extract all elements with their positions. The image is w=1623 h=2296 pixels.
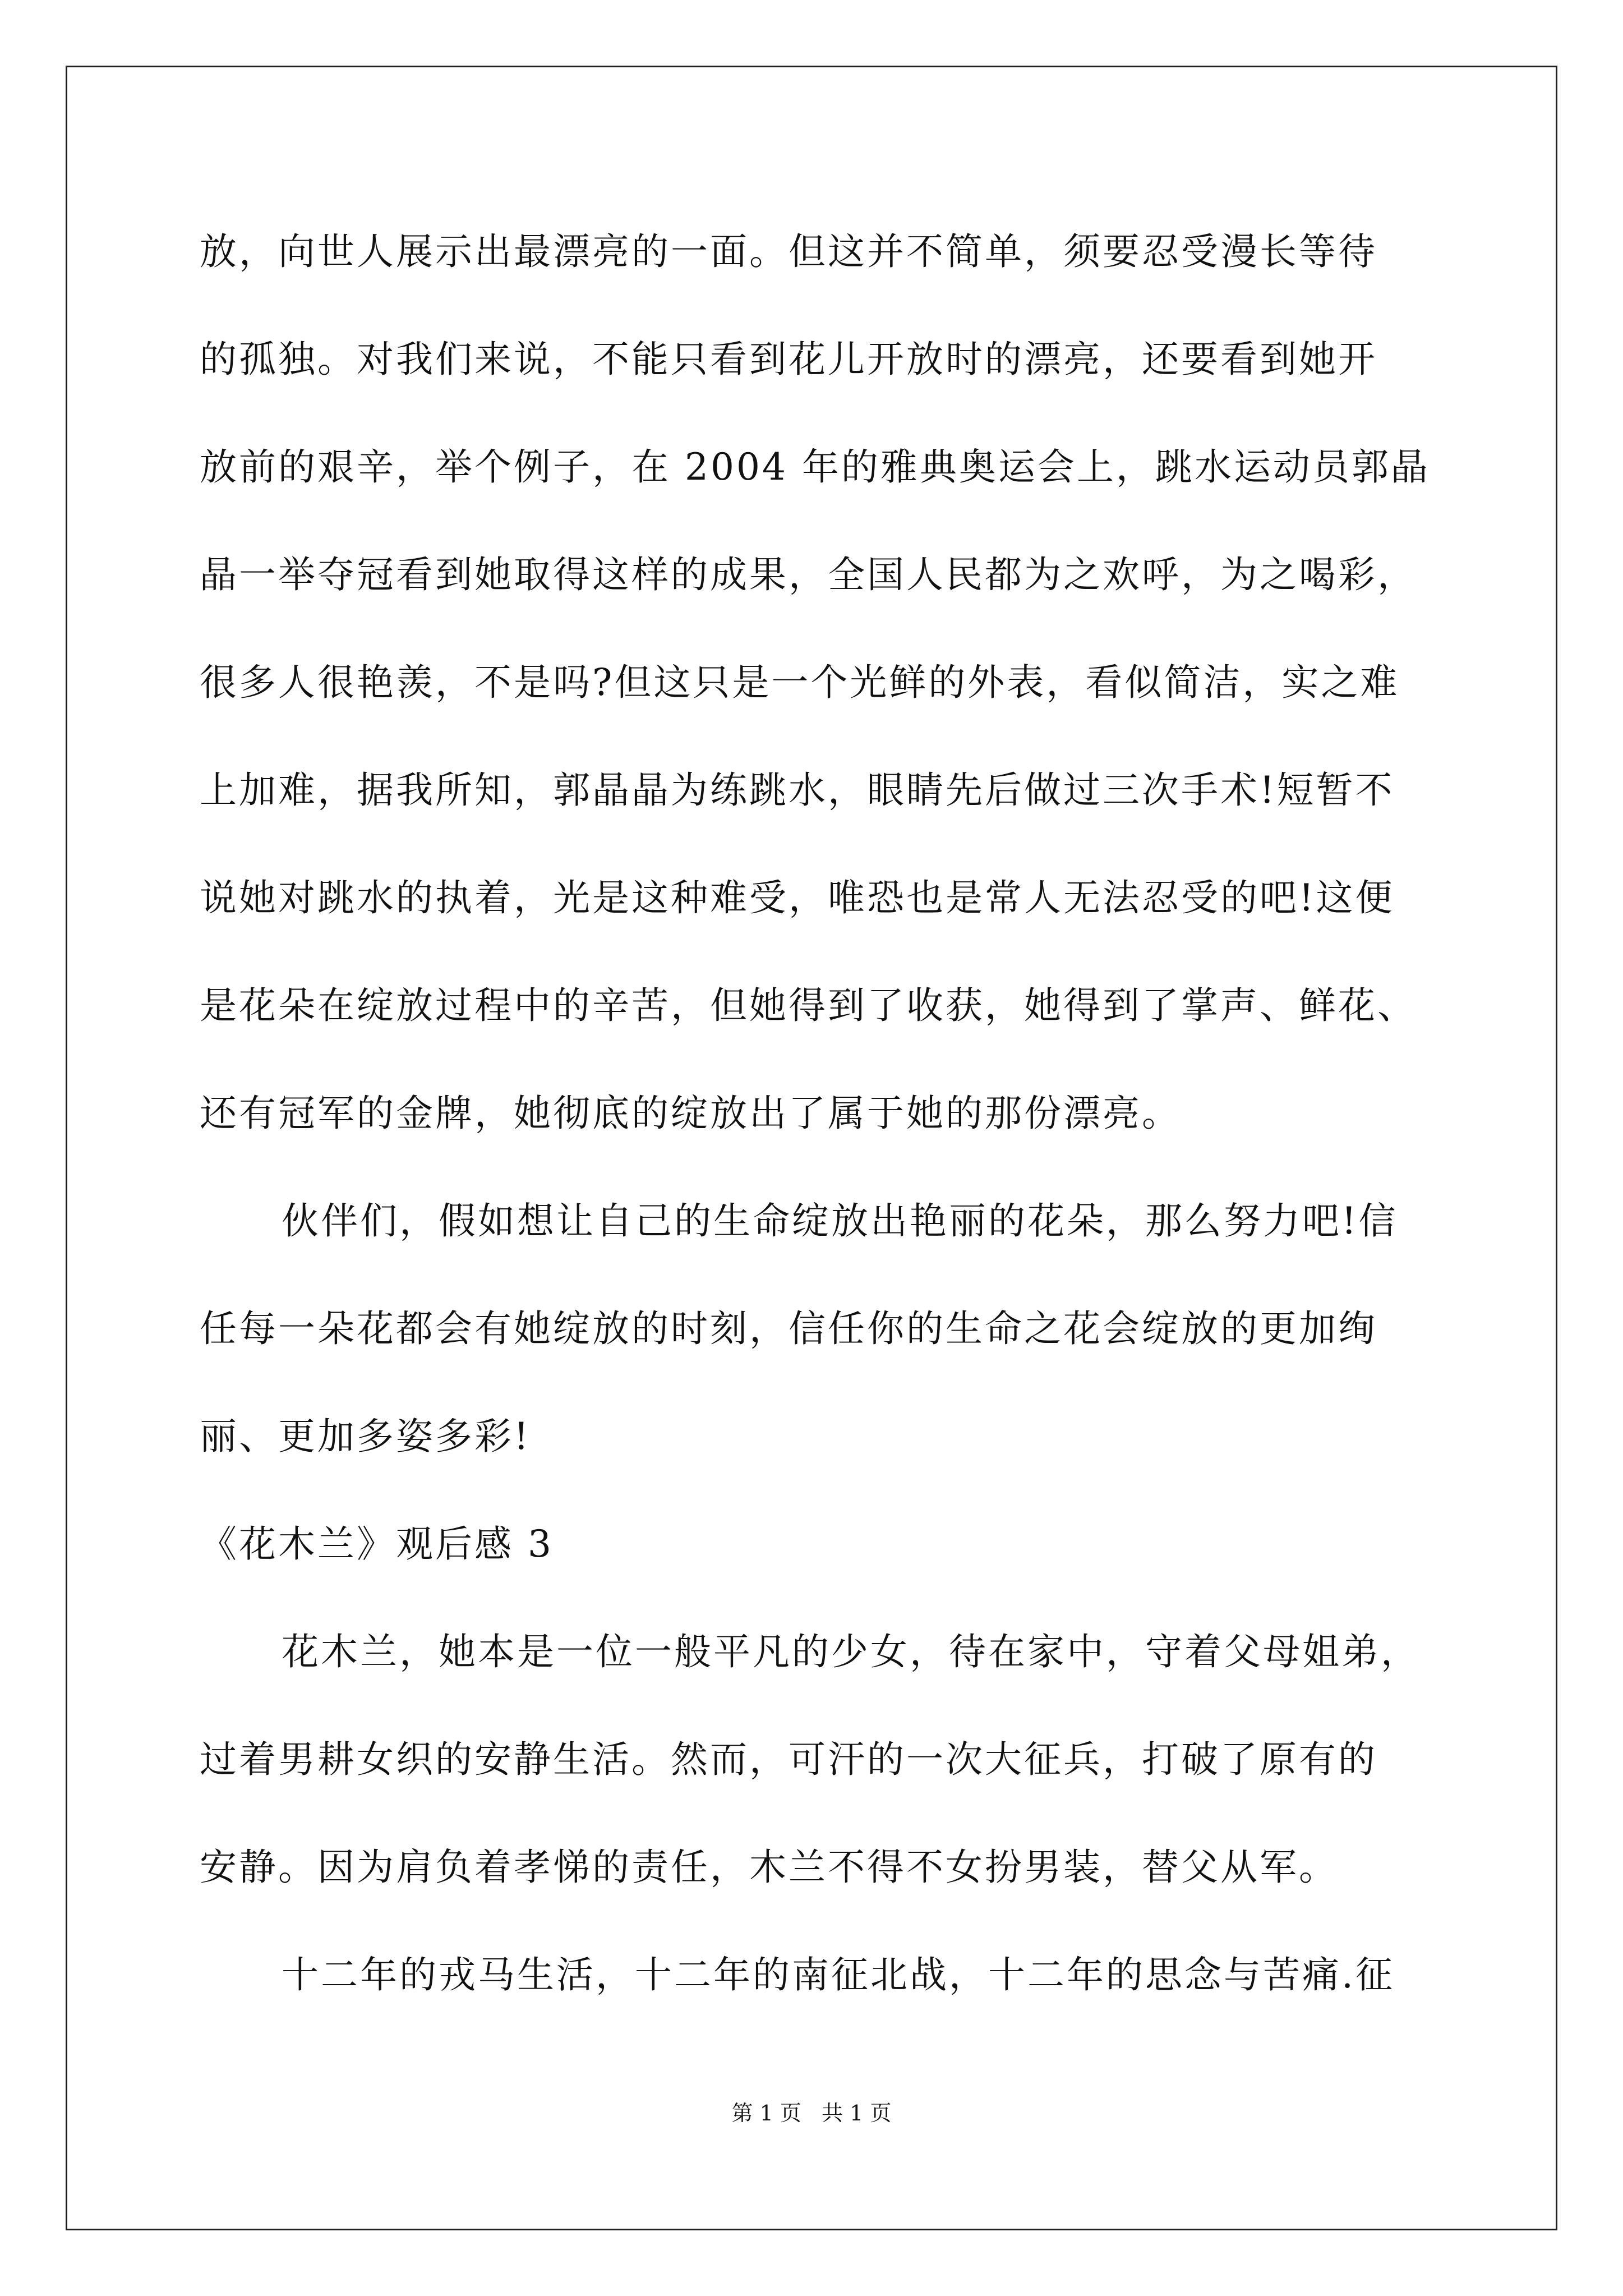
text-line: 过着男耕女织的安静生活。然而，可汗的一次大征兵，打破了原有的 [200, 1738, 1377, 1781]
text-line: 任每一朵花都会有她绽放的时刻，信任你的生命之花会绽放的更加绚 [200, 1307, 1377, 1350]
text-line: 的孤独。对我们来说，不能只看到花儿开放时的漂亮，还要看到她开 [200, 338, 1377, 381]
text-line: 丽、更加多姿多彩! [200, 1415, 531, 1458]
text-line: 花木兰，她本是一位一般平凡的少女，待在家中，守着父母姐弟， [282, 1630, 1420, 1673]
page-footer: 第 1 页 共 1 页 [731, 2101, 892, 2125]
text-line: 上加难，据我所知，郭晶晶为练跳水，眼睛先后做过三次手术!短暂不 [200, 769, 1395, 812]
text-line: 说她对跳水的执着，光是这种难受，唯恐也是常人无法忍受的吧!这便 [200, 876, 1395, 919]
text-line: 还有冠军的金牌，她彻底的绽放出了属于她的那份漂亮。 [200, 1092, 1181, 1135]
section-heading: 《花木兰》观后感 3 [200, 1522, 554, 1566]
text-line: 放，向世人展示出最漂亮的一面。但这并不简单，须要忍受漫长等待 [200, 230, 1377, 273]
text-line: 放前的艰辛，举个例子，在 2004 年的雅典奥运会上，跳水运动员郭晶 [200, 445, 1430, 489]
text-line: 伙伴们，假如想让自己的生命绽放出艳丽的花朵，那么努力吧!信 [282, 1199, 1398, 1243]
text-line: 十二年的戎马生活，十二年的南征北战，十二年的思念与苦痛.征 [282, 1953, 1395, 1996]
page-border [66, 66, 1557, 2230]
text-line: 晶一举夺冠看到她取得这样的成果，全国人民都为之欢呼，为之喝彩， [200, 553, 1417, 596]
text-line: 是花朵在绽放过程中的辛苦，但她得到了收获，她得到了掌声、鲜花、 [200, 984, 1417, 1027]
text-line: 安静。因为肩负着孝悌的责任，木兰不得不女扮男装，替父从军。 [200, 1846, 1338, 1889]
text-line: 很多人很艳羡，不是吗?但这只是一个光鲜的外表，看似简洁，实之难 [200, 661, 1400, 704]
